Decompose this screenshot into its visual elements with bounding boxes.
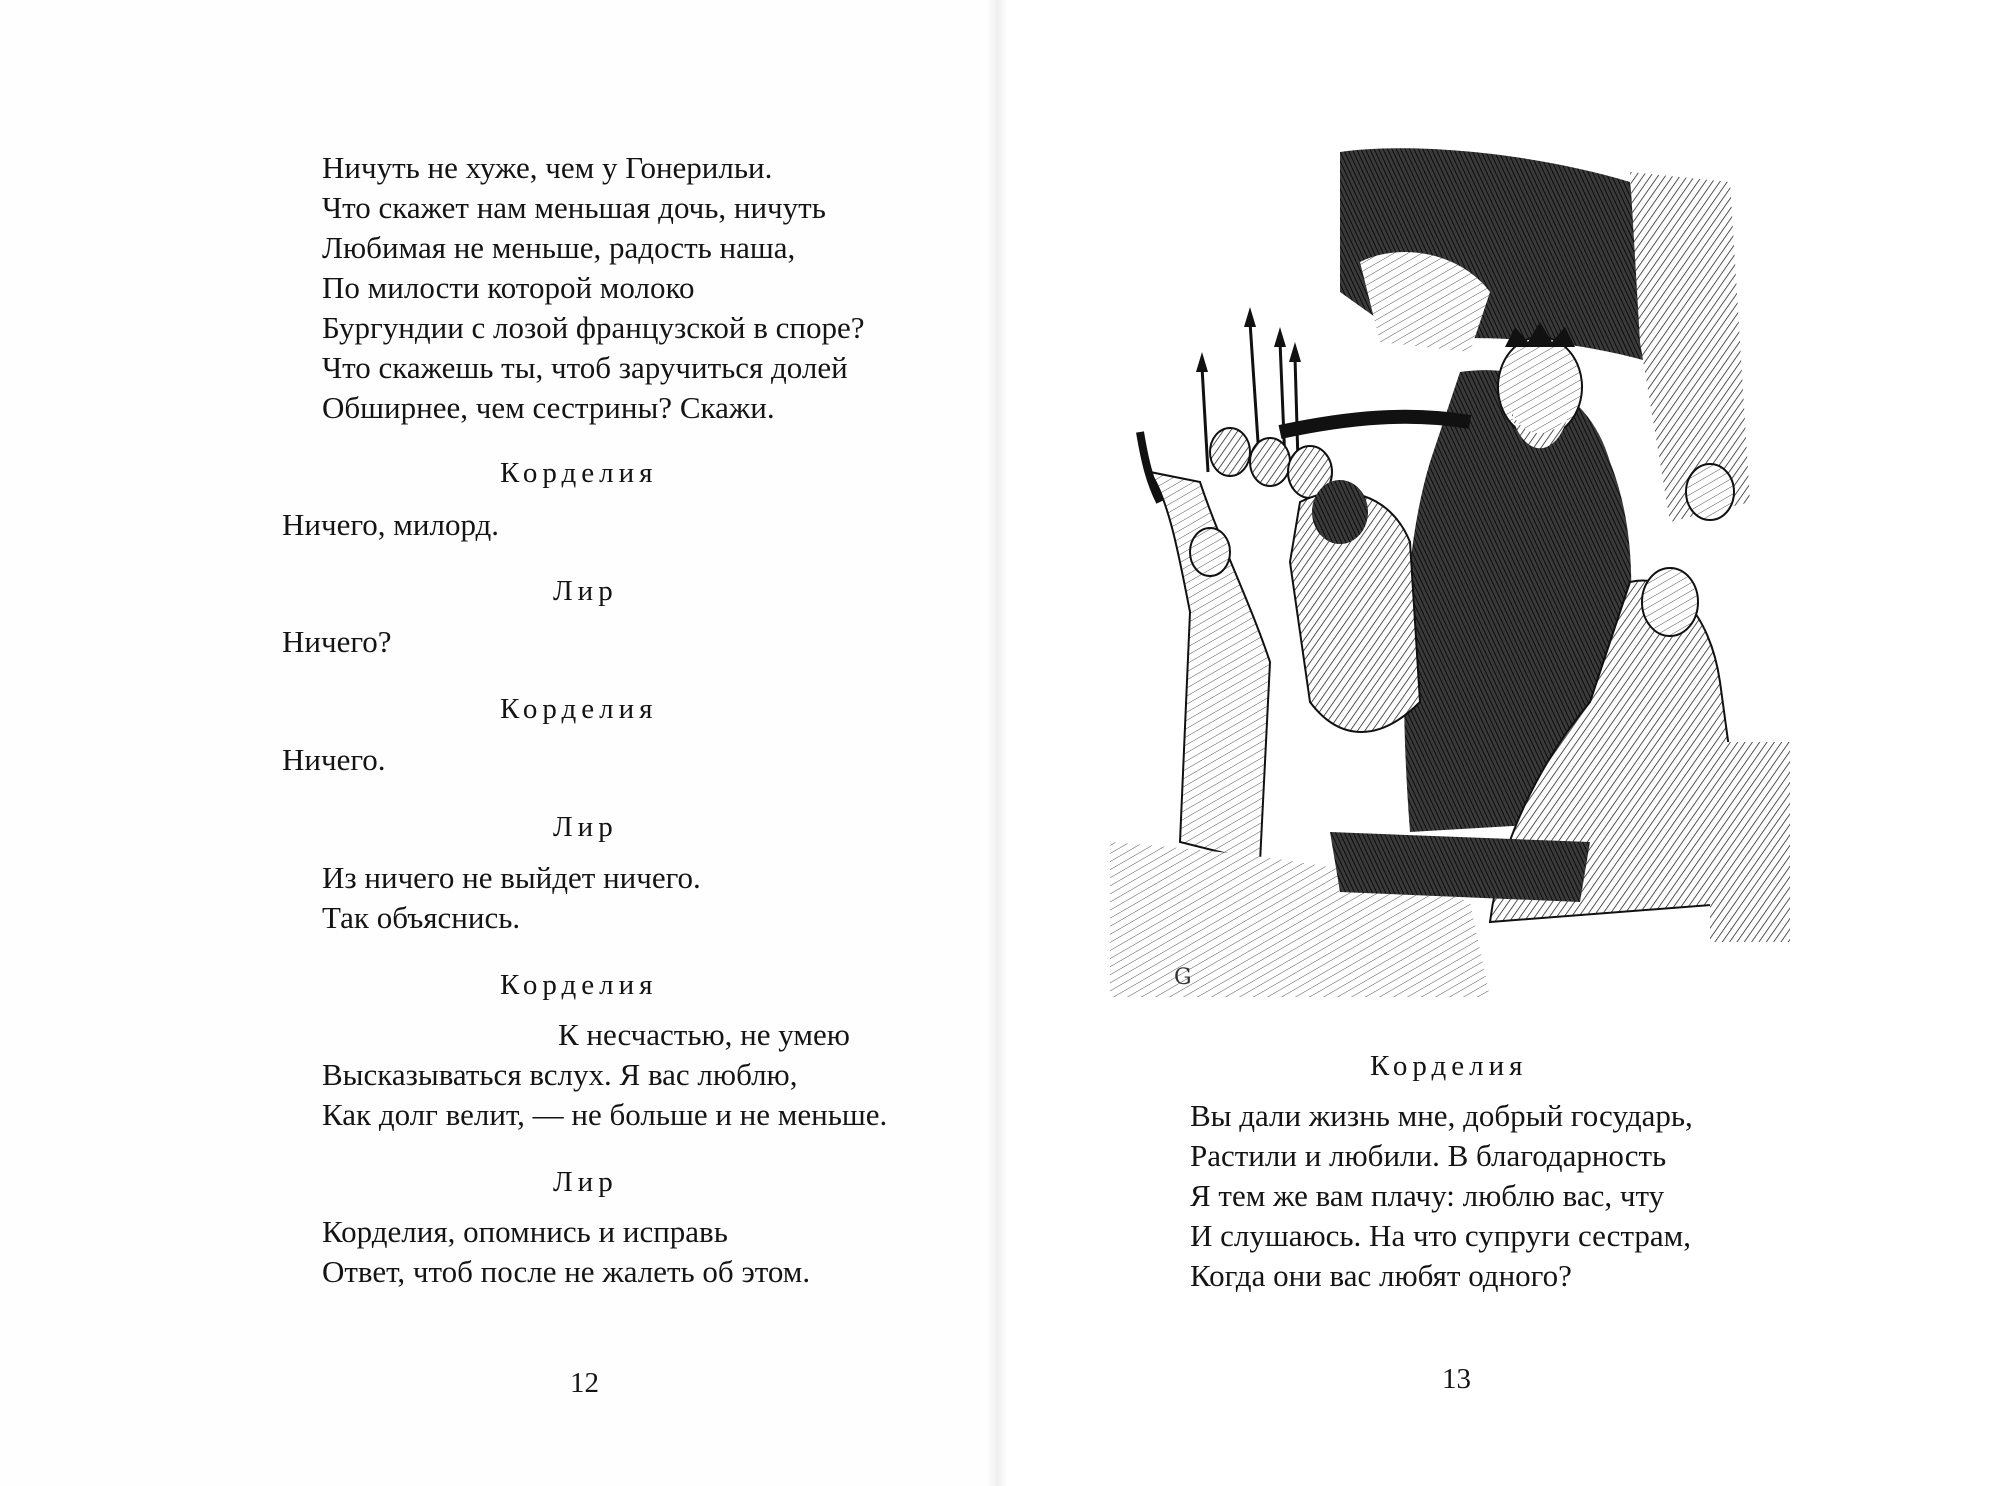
engraving-illustration — [1110, 142, 1790, 997]
verse-line: Бургундии с лозой французской в споре? — [322, 310, 865, 345]
dialogue-line: Ничего, милорд. — [282, 507, 500, 542]
page-number: 13 — [1442, 1363, 1471, 1395]
page-number: 12 — [570, 1367, 599, 1399]
speaker-name: Корделия — [500, 457, 658, 489]
verse-line: Так объяснись. — [322, 900, 521, 935]
dialogue-line: Ничего? — [282, 624, 392, 659]
svg-text:G: G — [1174, 965, 1192, 990]
verse-line: Я тем же вам плачу: люблю вас, чту — [1190, 1178, 1665, 1213]
verse-line: Ничуть не хуже, чем у Гонерильи. — [322, 150, 773, 185]
verse-line: Как долг велит, — не больше и не меньше. — [322, 1097, 888, 1132]
speaker-name: Лир — [553, 1166, 618, 1198]
verse-line: Вы дали жизнь мне, добрый государь, — [1190, 1098, 1693, 1133]
speaker-name: Корделия — [500, 969, 658, 1001]
speaker-name: Лир — [553, 811, 618, 843]
speaker-name: Корделия — [500, 693, 658, 725]
verse-line: И слушаюсь. На что супруги сестрам, — [1190, 1218, 1691, 1253]
verse-line: Корделия, опомнись и исправь — [322, 1214, 728, 1249]
verse-line: Ответ, чтоб после не жалеть об этом. — [322, 1254, 811, 1289]
dialogue-line: Ничего. — [282, 742, 386, 777]
verse-line: Что скажешь ты, чтоб заручиться долей — [322, 350, 848, 385]
verse-line: Высказываться вслух. Я вас люблю, — [322, 1057, 798, 1092]
verse-line: Когда они вас любят одного? — [1190, 1258, 1572, 1293]
verse-line: Из ничего не выйдет ничего. — [322, 860, 701, 895]
speaker-name: Корделия — [1370, 1050, 1528, 1082]
verse-line: По милости которой молоко — [322, 270, 695, 305]
king-lear-court-engraving — [1110, 142, 1790, 997]
verse-line: Обширнее, чем сестрины? Скажи. — [322, 390, 775, 425]
verse-line: Любимая не меньше, радость наша, — [322, 230, 796, 265]
speaker-name: Лир — [553, 575, 618, 607]
verse-line: Растили и любили. В благодарность — [1190, 1138, 1667, 1173]
book-gutter — [985, 0, 1007, 1486]
verse-line: Что скажет нам меньшая дочь, ничуть — [322, 190, 826, 225]
verse-line: К несчастью, не умею — [558, 1017, 850, 1052]
